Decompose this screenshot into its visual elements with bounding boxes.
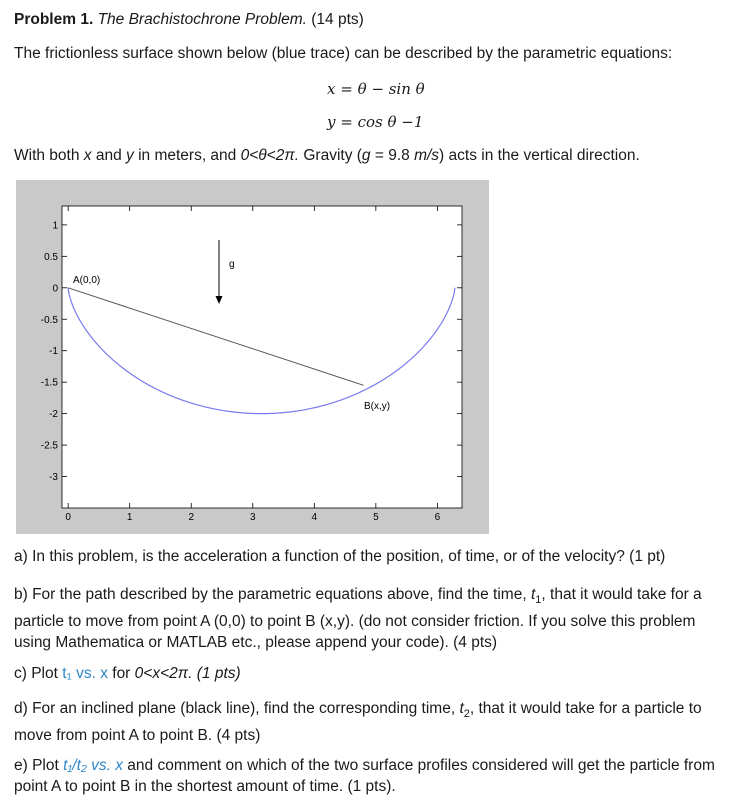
problem-header [14, 10, 364, 30]
y-tick-label: -2 [49, 409, 58, 421]
brachistochrone-figure [16, 180, 489, 534]
y-tick-label: 0 [52, 283, 58, 295]
problem-title: The Brachistochrone Problem. [97, 11, 307, 28]
intro-text: The frictionless surface shown below (blue trace) can be described by the parametric equations: [14, 45, 673, 62]
point-a-label: A(0,0) [73, 275, 101, 286]
problem-number: Problem 1. [14, 11, 94, 28]
x-tick-label: 1 [126, 512, 133, 523]
equation-y: y = cos θ −1 [327, 113, 424, 131]
x-tick-label: 2 [188, 512, 195, 523]
problem-points: (14 pts) [311, 11, 364, 28]
x-tick-label: 5 [373, 512, 379, 523]
conditions-text: With both x and y in meters, and 0<θ<2π. Gravity (g = 9.8 m/s) acts in the vertical direction. [14, 147, 640, 164]
x-tick-label: 6 [434, 512, 441, 523]
y-tick-label: -3 [49, 472, 58, 484]
x-tick-label: 0 [65, 512, 71, 523]
question-b: b) For the path described by the parametric equations above, find the time, $t_1$, that it would take for a particle to move from point A (0,0) to point B (x,y). (do not consider friction. If you solve this problem using Mathematica or MATLAB etc., please append your code). (4 pts) [14, 586, 702, 652]
point-b-label: B(x,y) [364, 401, 391, 412]
x-tick-label: 4 [311, 512, 318, 523]
y-tick-label: 0.5 [44, 251, 58, 263]
equation-x: x = θ − sin θ [327, 80, 425, 98]
question-e: e) Plot t₁/t₂ vs. x and comment on which of the two surface profiles considered will get the particle from point A to point B in the shortest amount of time. (1 pts). [14, 757, 715, 795]
question-a: a) In this problem, is the acceleration a function of the position, of time, or of the velocity? (1 pt) [14, 548, 666, 565]
y-tick-label: 1 [52, 220, 58, 232]
question-d: d) For an inclined plane (black line), find the corresponding time, $t_2$, that it would take for a particle to move from point A to point B. (4 pts) [14, 700, 702, 745]
x-tick-label: 3 [249, 512, 256, 523]
plot-area [62, 206, 462, 508]
y-tick-label: -0.5 [40, 314, 58, 326]
y-tick-label: -1 [49, 346, 58, 358]
gravity-label: g [229, 259, 235, 270]
plot-canvas [16, 180, 489, 534]
y-tick-label: -2.5 [40, 440, 58, 452]
question-c: c) Plot t₁ vs. x for 0<x<2π. (1 pts) [14, 665, 241, 682]
y-tick-label: -1.5 [40, 377, 58, 389]
